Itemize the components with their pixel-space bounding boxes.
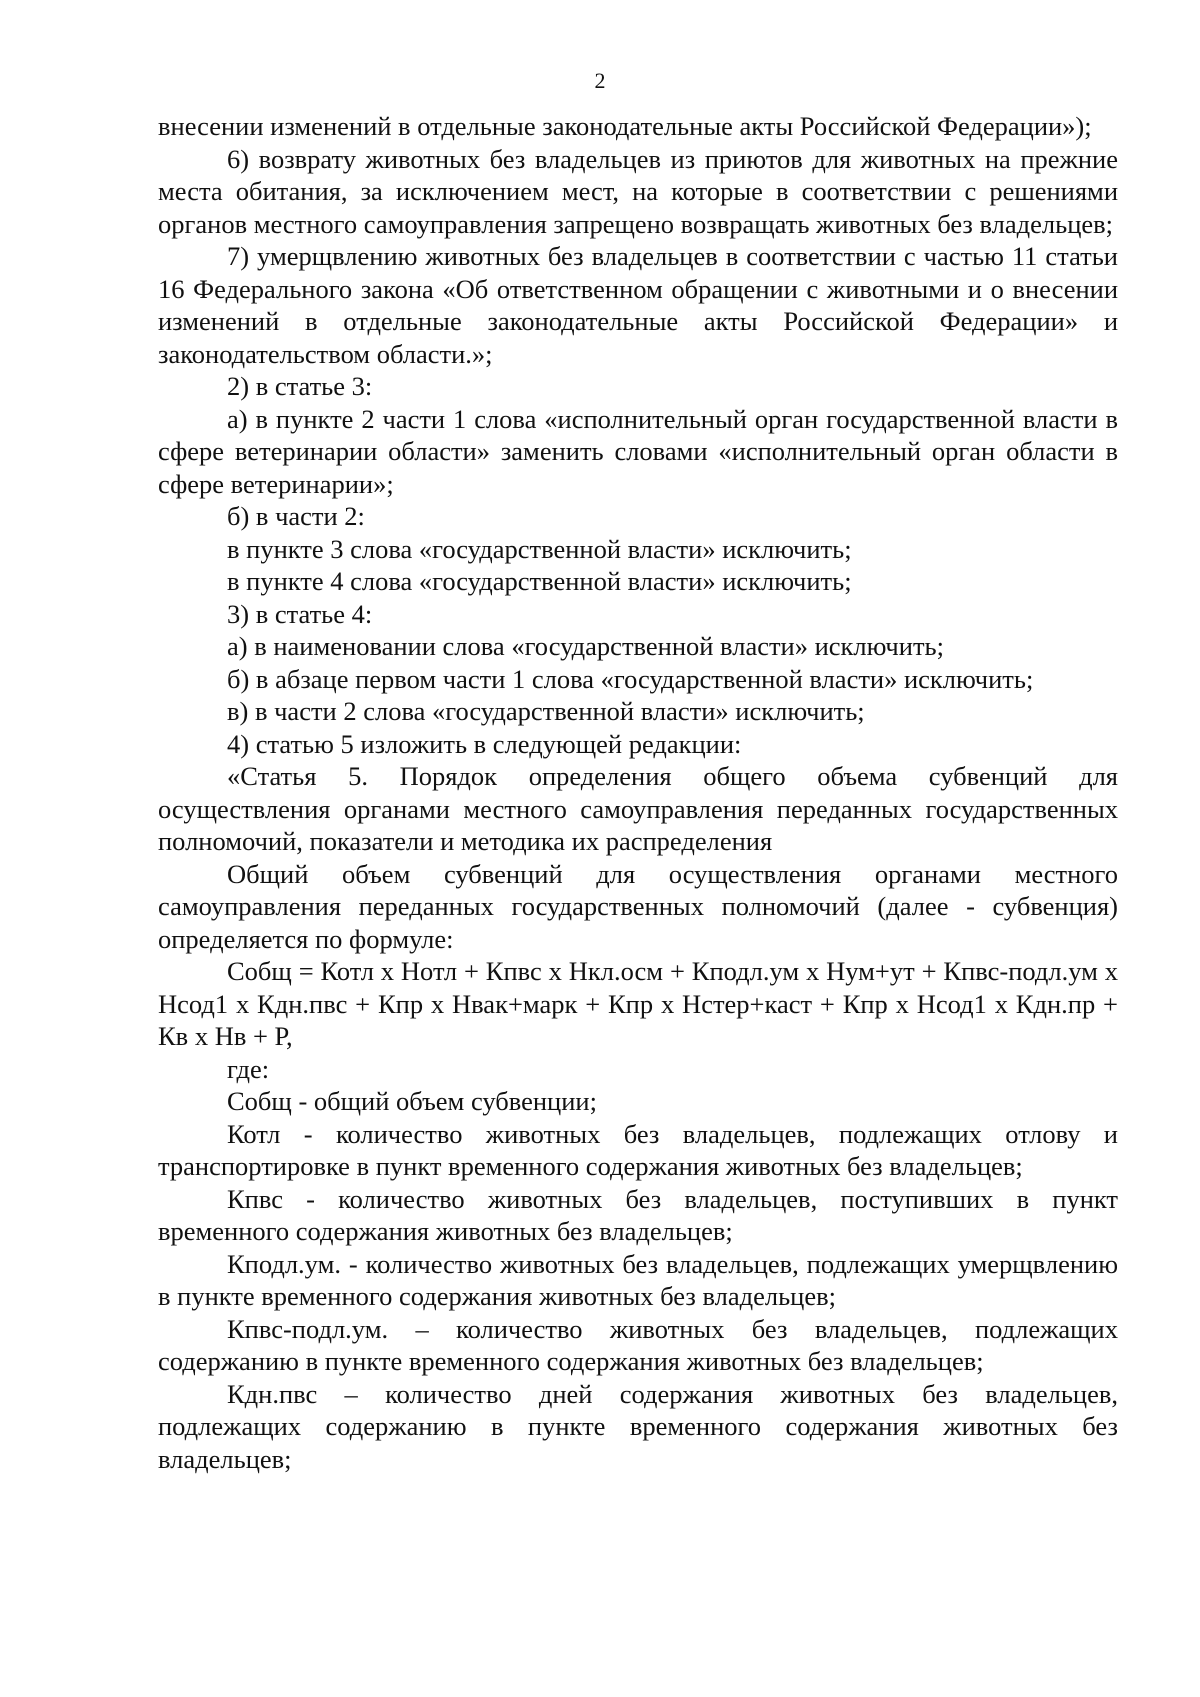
- paragraph-amendment-3b: б) в абзаце первом части 1 слова «государственной власти» исключить;: [227, 663, 1034, 694]
- definition-kdn-pvs: Кдн.пвс – количество дней содержания животных без владельцев, подлежащих содержанию в пункте временного содержания животных без владельцев;: [158, 1378, 1118, 1474]
- page-number: 2: [594, 68, 606, 93]
- paragraph-amendment-2b: б) в части 2:: [227, 501, 365, 531]
- formula: Собщ = Котл х Нотл + Кпвс х Нкл.осм + Кподл.ум х Нум+ут + Кпвс-подл.ум х Нсод1 х Кдн.пвс + Кпр х Нвак+марк + Кпр х Нстер+каст + Кпр х Нсод1 х Кдн.пр + Кв х Нв + Р,: [158, 956, 1118, 1051]
- definition-kotl: Котл - количество животных без владельцев, подлежащих отлову и транспортировке в пункт временного содержания животных без владельцев;: [158, 1118, 1118, 1181]
- paragraph-subvention-intro: Общий объем субвенций для осуществления органами местного самоуправления переданных государственных полномочий (далее - субвенция) определяется по формуле:: [158, 858, 1118, 954]
- paragraph-amendment-3: 3) в статье 4:: [227, 598, 373, 629]
- paragraph-item-6: 6) возврату животных без владельцев из приютов для животных на прежние места обитания, за исключением мест, на которые в соответствии с решениями органов местного самоуправления запрещено возвращать животных без владельцев;: [158, 143, 1118, 239]
- paragraph-amendment-4: 4) статью 5 изложить в следующей редакции:: [227, 728, 742, 759]
- paragraph-amendment-2b-point3: в пункте 3 слова «государственной власти» исключить;: [227, 533, 852, 564]
- paragraph-where: где:: [227, 1053, 270, 1084]
- paragraph-amendment-3a: а) в наименовании слова «государственной власти» исключить;: [227, 631, 944, 661]
- definition-kpvs-podl-um: Кпвс-подл.ум. – количество животных без владельцев, подлежащих содержанию в пункте временного содержания животных без владельцев;: [158, 1313, 1118, 1376]
- document-body: [158, 110, 1118, 1475]
- paragraph-amendment-2: 2) в статье 3:: [227, 371, 373, 401]
- definition-kpodl-um: Кподл.ум. - количество животных без владельцев, подлежащих умерщвлению в пункте временного содержания животных без владельцев;: [158, 1248, 1118, 1311]
- paragraph-amendment-2b-point4: в пункте 4 слова «государственной власти» исключить;: [227, 566, 852, 596]
- definition-kpvs: Кпвс - количество животных без владельцев, поступивших в пункт временного содержания животных без владельцев;: [158, 1183, 1118, 1246]
- paragraph-amendment-2a: а) в пункте 2 части 1 слова «исполнительный орган государственной власти в сфере ветеринарии области» заменить словами «исполнительный орган области в сфере ветеринарии»;: [158, 403, 1118, 499]
- definition-sobsch: Собщ - общий объем субвенции;: [227, 1086, 597, 1116]
- article-5-heading: «Статья 5. Порядок определения общего объема субвенций для осуществления органами местного самоуправления переданных государственных полномочий, показатели и методика их распределения: [158, 761, 1118, 856]
- paragraph-amendment-3v: в) в части 2 слова «государственной власти» исключить;: [227, 696, 865, 726]
- paragraph-item-7: 7) умерщвлению животных без владельцев в соответствии с частью 11 статьи 16 Федерального закона «Об ответственном обращении с животными и о внесении изменений в отдельные законодательные акты Российской Федерации» и законодательством области.»;: [158, 241, 1118, 369]
- paragraph-continuation: внесении изменений в отдельные законодательные акты Российской Федерации»);: [158, 111, 1092, 141]
